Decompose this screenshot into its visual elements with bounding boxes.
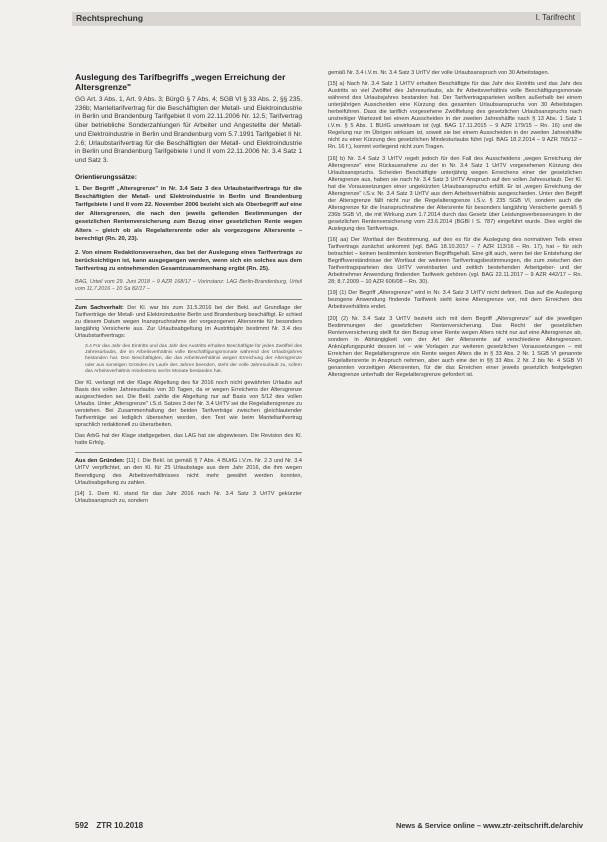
topic-label: I. Tarifrecht	[535, 13, 575, 22]
orientation-1: 1. Der Begriff „Altersgrenze" in Nr. 3.4 Satz 3 des Urlaubstarifvertrags für die Beschäftigten der Metall- und Elektroindustrie in Berlin und Brandenburg Tarifgebiete I und II vom 22. November 2006 bezieht sich als Oberbegriff auf eine der Altersgrenzen, die nach den jeweils geltenden Bestimmungen der gesetzlichen Rentenversicherung zum Bezug einer gesetzlichen Rente wegen Alters – gleich ob als Regelaltersrente oder als vorgezogene Altersrente – berechtigt (Rn. 20, 23).	[75, 185, 302, 243]
page-number: 592	[75, 821, 89, 830]
reasons-text-1: [11] I. Die Bekl. ist gemäß § 7 Abs. 4 BUrlG i.V.m. Nr. 2.3 und Nr. 3.4 UrlTV verpflichtet, an den Kl. für 25 Urlaubstage aus dem Jahr 2016, die ihm wegen Beendigung des Arbeitsverhältnisses nicht mehr gewährt werden konnten, Urlaubsabgeltung zu zahlen.	[75, 458, 302, 486]
right-column	[328, 70, 582, 383]
left-column	[75, 72, 302, 509]
footer-left	[75, 821, 143, 830]
right-paragraph-6: [20] (2) Nr. 3.4 Satz 3 UrlTV bezieht sich mit dem Begriff „Altersgrenze" auf die jeweiligen Bestimmungen der gesetzlichen Rentenversicherung. Das Recht der gesetzlichen Rentenversicherung stellt für den Bezug einer Rente wegen Alters nicht nur auf eine Altersgrenze ab, sondern in Abhängigkeit von der Art der Altersrente auf verschiedene Altersgrenzen. Anknüpfungspunkt dessen ist – wie Vorlagen zur weiteren gesetzlichen Voraussetzungen – mit Erreichen der Regelaltersgrenze ein Rente wegen Alters die in § 33 Abs. 2 Nr. 1 SGB VI genannte Regelaltersrente in Anspruch nehmen, aber auch eine der in §§ 33 Abs. 2 Nr. 2 bis Nr. 4 SGB VI genannten vorzeitigen Altersrenten, für die das Erreichen einer jeweils gesetzlich festgelegten Altersgrenze unterhalb der Regelaltersgrenze gefordert ist.	[328, 315, 582, 378]
right-paragraph-4: [16] aa) Der Wortlaut der Bestimmung, auf den es für die Auslegung des normativen Teils eines Tarifvertrags zunächst ankommt (vgl. BAG 18.10.2017 – 7 AZR 113/16 – Rn. 17), hat – für sich betrachtet – keinen bestimmten konkreten Begriffsgehalt. Eine gilt auch, wenn bei der Entstehung der Begriffsverständnisse der Wortlaut der weiteren Tarifvertragsbestimmungen, die zum zwischen den Tarifvertragsparteien des UrlTV vereinbarten und zeitlich bestehenden Arbeitgeber- und der Arbeitnehmer Anwendung findenden Tarifwerk gehören (vgl. BAG 22.11.2017 – 9 AZR 442/17 – Rn. 28; 8.7.2009 – 10 AZR 606/08 – Rn. 30).	[328, 237, 582, 286]
orientation-2: 2. Von einem Redaktionsversehen, das bei der Auslegung eines Tarifvertrags zu berücksichtigen ist, kann ausgegangen werden, wenn sich ein solches aus dem Tarifvertrag zu entnehmenden Gesamtzusammenhang ergibt (Rn. 25).	[75, 249, 302, 273]
header-bar	[72, 12, 581, 26]
footer-link[interactable]: News & Service online – www.ztr-zeitschrift.de/archiv	[395, 821, 583, 830]
facts-paragraph-1	[75, 305, 302, 340]
orientation-heading: Orientierungssätze:	[75, 173, 137, 181]
facts-lead: Zum Sachverhalt:	[75, 304, 124, 311]
right-paragraph-5: [19] (1) Der Begriff „Altersgrenze" wird in Nr. 3.4 Satz 3 UrlTV nicht definiert. Das auf die Auslegung bezogene Anwendung findende Tarifwerk sieht keine Altersgrenze vor, mit dem Erreichen des Arbeitsverhältnis endet.	[328, 290, 582, 311]
reasons-lead: Aus den Gründen:	[75, 458, 125, 465]
citation: BAG, Urteil vom 29. Juni 2018 – 9 AZR 168/17 – Vorinstanz: LAG Berlin-Brandenburg, Urteil vom 11.7.2016 – 10 Sa 82/17 –	[75, 278, 302, 292]
legal-norms: GG Art. 3 Abs. 1, Art. 9 Abs. 3; BürgG § 7 Abs. 4; SGB VI § 33 Abs. 2, §§ 235, 236b; Manteltarifvertrag für die Beschäftigten der Metall- und Elektroindustrie in Berlin und Brandenburg Tarifgebiet II vom 22.11.2006 Nr. 12.5; Tarifvertrag über betriebliche Sonderzahlungen für Arbeiter und Angestellte der Metall- und Elektroindustrie in Berlin und Brandenburg vom 5.7.1991 Tarifgebiet II Nr. 2.6; Urlaubstarifvertrag für die Beschäftigten der Metall- und Elektroindustrie in Berlin und Brandenburg Tarifgebiete I und II vom 22.11.2006 Nr. 3.4 Satz 1 und Satz 3.	[75, 96, 302, 164]
reasons-paragraph-2: [14] 1. Dem Kl. stand für das Jahr 2016 nach Nr. 3.4 Satz 3 UrlTV gekürzter Urlaubsanspruch zu, sondern	[75, 490, 302, 504]
reasons-paragraph-1	[75, 458, 302, 486]
facts-quote: 3.4 Für das Jahr des Eintritts und das Jahr des Austritts erhalten Beschäftigte für jeden Zwölftel des Jahresurlaubs, die im Arbeitsverhältnis volle Beschäftigungsmonate während des Urlaubsjahres bestanden hat. Den Beschäftigten, die das Arbeitsverhältnis wegen Erreichung der Altersgrenze oder aus sonstigen Gründen im Laufe des Jahres beenden, steht der volle Jahresurlaub zu, sofern das Arbeitsverhältnis mindestens sechs Monate bestanden hat.	[85, 343, 302, 374]
facts-paragraph-3: Das ArbG hat der Klage stattgegeben, das LAG hat sie abgewiesen. Die Revision des Kl. hatte Erfolg.	[75, 433, 302, 447]
right-paragraph-3: [16] b) Nr. 3.4 Satz 3 UrlTV regelt jedoch für den Fall des Ausscheidens „wegen Erreichung der Altersgrenze" eine Rückausnahme zu der in Nr. 3.4 Satz 1 UrlTV vorgesehenen Kürzung des Urlaubsanspruchs. Scheiden Beschäftigte unterjährig wegen Erreichens einer der gesetzlichen Altersgrenze aus, haben sie nach Nr. 3.4 Satz 3 UrlTV Anspruch auf den vollen Jahresurlaub. Der Kl. hat die Voraussetzungen einer ungekürzten Urlaubsanspruchs erfüllt. Er ist „wegen Erreichung der Altersgrenze" i.S.v. Nr. 3.4 Satz 3 UrlTV aus dem Arbeitsverhältnis ausgeschieden. Unter den Begriff der Altersgrenze fällt nicht nur die Regelaltersgrenze i.S.v. § 235 SGB VI, sondern auch die Altersgrenze für die Inanspruchnahme der Altersrente für besonders langjährig Versicherte gemäß § 236b SGB VI, die mit Wirkung zum 1.7.2014 durch das Gesetz über Leistungsverbesserungen in der gesetzlichen Rentenversicherung vom 23.6.2014 (BGBl I S. 787) eingeführt wurde. Dies ergibt die Auslegung des Tarifvertrags.	[328, 155, 582, 232]
facts-paragraph-2: Der Kl. verlangt mit der Klage Abgeltung des für 2016 noch nicht gewährten Urlaubs auf Basis des vollen Jahresurlaubs von 30 Tagen, da er wegen Erreichens der Altersgrenze ausgeschieden sei. Die Bekl. zahlte die Abgeltung nur auf Basis von 5/12 des vollen Urlaubs. Unter „Altersgrenze" i.S.d. Satzes 3 der Nr. 3.4 UrlTV sei die Regelaltersgrenze zu verstehen. Bei Zusammenhaltung der beiden Tarifverträge zwischen gleichlautender Tarifverträge sei lediglich übersehen worden, den Text wie beim Manteltarifvertrag sprachlich redaktionell zu überarbeiten.	[75, 379, 302, 429]
divider	[75, 299, 302, 300]
right-paragraph-1: gemäß Nr. 3.4 i.V.m. Nr. 3.4 Satz 3 UrlTV der volle Urlaubsanspruch von 30 Arbeitstagen.	[328, 70, 550, 76]
journal-issue: ZTR 10.2018	[96, 821, 144, 830]
section-label: Rechtsprechung	[76, 13, 144, 23]
divider-2	[75, 452, 302, 453]
article-title: Auslegung des Tarifbegriffs „wegen Erreichung der Altersgrenze"	[75, 72, 286, 92]
right-paragraph-2: [15] a) Nach Nr. 3.4 Satz 1 UrlTV erhalten Beschäftigte für das Jahr des Eintritts und das Jahr des Austritts so viel Zwölftel des Jahresurlaubs, als ihr Arbeitsverhältnis volle Beschäftigungsmonate während des Urlaubsjahres bestanden hat. Der Tarifvertragsparteien wollten außerhalb bei einem unterjährigen Ausscheiden eine Kürzung des gesamten Urlaubsanspruchs von 30 Arbeitstagen herbeiführen. Dass die tariflich vorgesehene Zwölftelung des gesetzlichen Urlaubsanspruchs nach unstreitiger Wartezeit bei einem Ausscheiden in der zweiten Jahreshälfte nach § 13 Abs. 1 Satz 1 i.V.m. § 5 Abs. 1 BUrlG unwirksam ist (vgl. BAG 17.11.2015 – 9 AZR 179/15 – Rn. 16) und die Regelung nur im Übrigen wirksam ist, soweit sie bei einem Ausscheiden in der zweiten Jahreshälfte nicht zu einer Kürzung des gesetzlichen Mindesturlaubs führt (vgl. BAG 18.2.2014 – 9 AZR 765/12 – Rn. 16 f.), kommt vorliegend nicht zum Tragen.	[328, 81, 582, 151]
facts-text-1: Der Kl. war bis zum 31.5.2016 bei der Bekl. auf Grundlage der Tarifverträge der Metall- und Elektroindustrie Berlin und Brandenburg beschäftigt. Er schied zu diesem Datum wegen Inanspruchnahme der vorgezogenen Altersrente für besonders langjährig Versicherte aus. Zur Urlaubsabgeltung im Austrittsjahr bestimmt Nr. 3.4 des Urlaubstarifvertrags:	[75, 304, 302, 339]
